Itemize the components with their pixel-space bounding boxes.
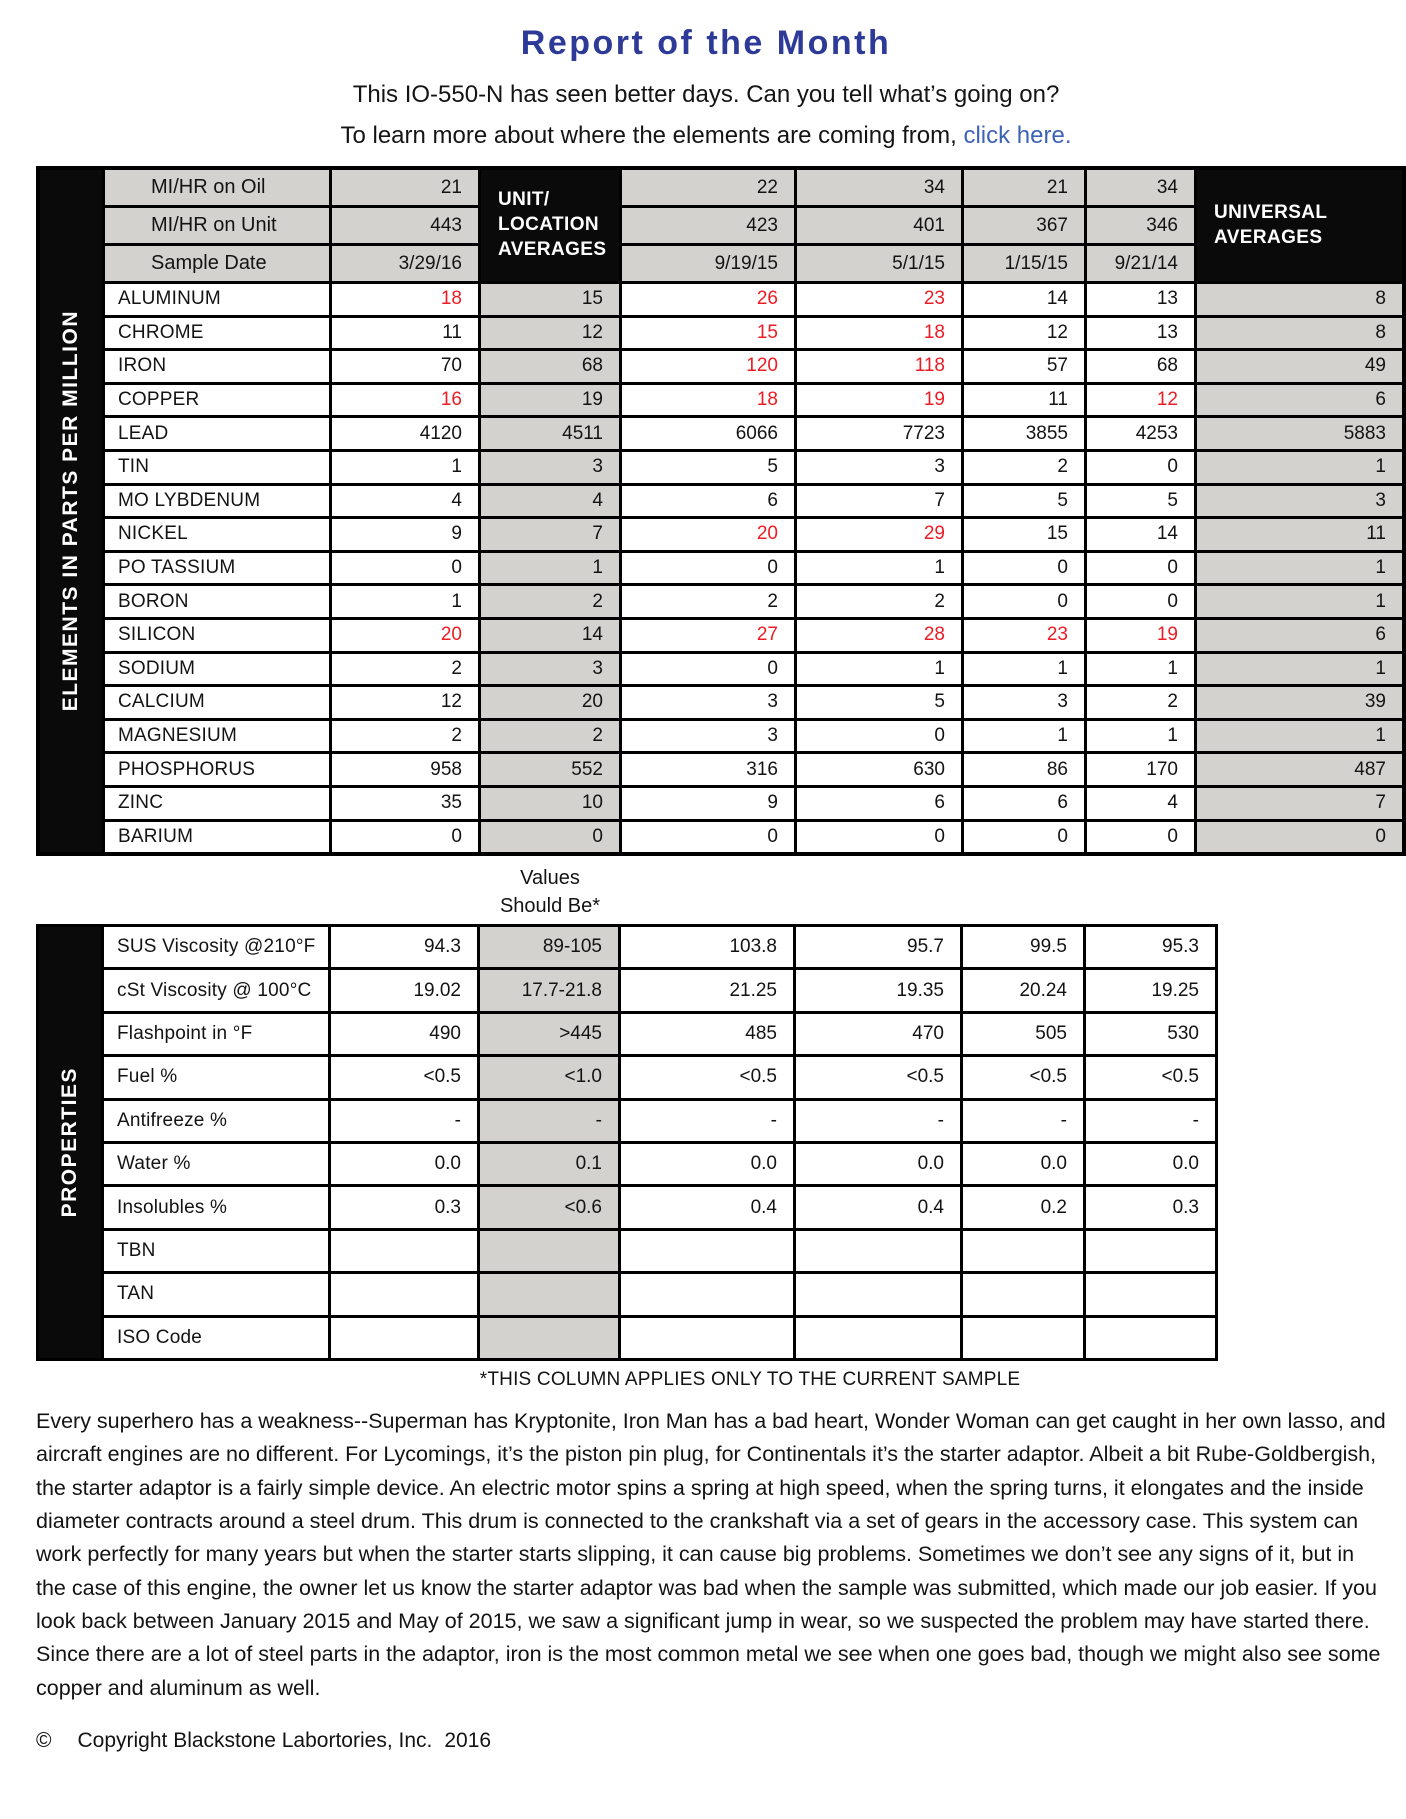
element-value: 0 bbox=[1087, 452, 1194, 483]
property-value: 490 bbox=[331, 1014, 477, 1054]
element-value: 26 bbox=[622, 284, 794, 315]
properties-table bbox=[36, 924, 1218, 1361]
element-value: 57 bbox=[964, 351, 1084, 382]
element-value: 15 bbox=[622, 318, 794, 349]
property-value: 0.4 bbox=[796, 1187, 960, 1227]
element-value: 6 bbox=[1197, 620, 1402, 651]
property-value: 89-105 bbox=[480, 927, 618, 967]
property-value: 485 bbox=[621, 1014, 793, 1054]
property-label: ISO Code bbox=[104, 1318, 328, 1358]
element-value: 4 bbox=[481, 486, 619, 517]
element-label: ZINC bbox=[105, 788, 329, 819]
property-value: 0.0 bbox=[331, 1144, 477, 1184]
header-value: 367 bbox=[964, 208, 1084, 243]
element-value: 0 bbox=[797, 822, 961, 853]
element-value: 3855 bbox=[964, 418, 1084, 449]
element-value: 0 bbox=[964, 822, 1084, 853]
element-value: 6 bbox=[797, 788, 961, 819]
header-value: 401 bbox=[797, 208, 961, 243]
page-title: Report of the Month bbox=[520, 24, 892, 62]
properties-sidebar bbox=[39, 927, 101, 1358]
element-value: 7 bbox=[1197, 788, 1402, 819]
element-value: 118 bbox=[797, 351, 961, 382]
element-value: 13 bbox=[1087, 318, 1194, 349]
property-value: 17.7-21.8 bbox=[480, 970, 618, 1010]
element-value: 28 bbox=[797, 620, 961, 651]
element-value: 9 bbox=[332, 519, 478, 550]
element-value: 3 bbox=[481, 654, 619, 685]
element-label: TIN bbox=[105, 452, 329, 483]
element-value: 958 bbox=[332, 754, 478, 785]
property-value: 0.1 bbox=[480, 1144, 618, 1184]
element-value: 19 bbox=[481, 385, 619, 416]
element-value: 6 bbox=[622, 486, 794, 517]
element-value: 1 bbox=[332, 452, 478, 483]
property-value: 0.3 bbox=[1086, 1187, 1215, 1227]
element-value: 5 bbox=[964, 486, 1084, 517]
element-value: 1 bbox=[481, 553, 619, 584]
element-value: 1 bbox=[797, 654, 961, 685]
elements-table bbox=[36, 166, 1406, 856]
element-value: 120 bbox=[622, 351, 794, 382]
element-value: 3 bbox=[964, 687, 1084, 718]
property-value: 530 bbox=[1086, 1014, 1215, 1054]
property-value bbox=[963, 1274, 1083, 1314]
element-value: 2 bbox=[481, 721, 619, 752]
element-value: 2 bbox=[964, 452, 1084, 483]
property-value bbox=[621, 1274, 793, 1314]
element-value: 70 bbox=[332, 351, 478, 382]
element-value: 1 bbox=[964, 721, 1084, 752]
element-value: 0 bbox=[964, 586, 1084, 617]
element-value: 4253 bbox=[1087, 418, 1194, 449]
element-value: 68 bbox=[481, 351, 619, 382]
element-value: 7723 bbox=[797, 418, 961, 449]
element-value: 1 bbox=[332, 586, 478, 617]
element-value: 2 bbox=[1087, 687, 1194, 718]
property-value: 95.7 bbox=[796, 927, 960, 967]
element-value: 39 bbox=[1197, 687, 1402, 718]
property-value: 99.5 bbox=[963, 927, 1083, 967]
property-value bbox=[480, 1274, 618, 1314]
element-value: 0 bbox=[964, 553, 1084, 584]
element-label: BARIUM bbox=[105, 822, 329, 853]
property-value: 0.0 bbox=[621, 1144, 793, 1184]
property-value: <0.6 bbox=[480, 1187, 618, 1227]
element-value: 0 bbox=[481, 822, 619, 853]
element-value: 10 bbox=[481, 788, 619, 819]
element-value: 316 bbox=[622, 754, 794, 785]
element-label: MAGNESIUM bbox=[105, 721, 329, 752]
property-label: cSt Viscosity @ 100°C bbox=[104, 970, 328, 1010]
element-label: ALUMINUM bbox=[105, 284, 329, 315]
copyright-year: 2016 bbox=[444, 1728, 492, 1752]
element-value: 23 bbox=[797, 284, 961, 315]
property-value bbox=[1086, 1318, 1215, 1358]
element-value: 2 bbox=[622, 586, 794, 617]
property-value: <0.5 bbox=[963, 1057, 1083, 1097]
element-value: 1 bbox=[964, 654, 1084, 685]
element-value: 68 bbox=[1087, 351, 1194, 382]
property-value bbox=[1086, 1274, 1215, 1314]
element-value: 5 bbox=[797, 687, 961, 718]
header-value: 9/21/14 bbox=[1087, 246, 1194, 281]
element-value: 1 bbox=[1197, 721, 1402, 752]
property-value bbox=[963, 1231, 1083, 1271]
universal-averages-header: UNIVERSAL AVERAGES bbox=[1197, 170, 1402, 281]
element-value: 1 bbox=[1197, 586, 1402, 617]
element-value: 1 bbox=[1087, 721, 1194, 752]
property-value: 103.8 bbox=[621, 927, 793, 967]
values-should-be-line2: Should Be* bbox=[499, 895, 601, 918]
element-value: 11 bbox=[332, 318, 478, 349]
element-label: CALCIUM bbox=[105, 687, 329, 718]
element-value: 16 bbox=[332, 385, 478, 416]
element-value: 14 bbox=[964, 284, 1084, 315]
element-value: 20 bbox=[481, 687, 619, 718]
header-value: 34 bbox=[797, 170, 961, 205]
element-value: 27 bbox=[622, 620, 794, 651]
property-value bbox=[621, 1318, 793, 1358]
property-value bbox=[331, 1318, 477, 1358]
element-value: 15 bbox=[481, 284, 619, 315]
property-value: 0.0 bbox=[963, 1144, 1083, 1184]
element-label: COPPER bbox=[105, 385, 329, 416]
element-value: 0 bbox=[332, 822, 478, 853]
copyright-line bbox=[36, 1729, 1406, 1753]
element-value: 1 bbox=[1087, 654, 1194, 685]
property-value: 470 bbox=[796, 1014, 960, 1054]
element-value: 3 bbox=[622, 687, 794, 718]
element-value: 12 bbox=[481, 318, 619, 349]
property-value: 94.3 bbox=[331, 927, 477, 967]
elements-sidebar-label: ELEMENTS IN PARTS PER MILLION bbox=[59, 310, 82, 712]
property-value: <0.5 bbox=[1086, 1057, 1215, 1097]
element-value: 2 bbox=[481, 586, 619, 617]
property-value: <0.5 bbox=[621, 1057, 793, 1097]
element-value: 8 bbox=[1197, 284, 1402, 315]
element-value: 20 bbox=[622, 519, 794, 550]
element-value: 35 bbox=[332, 788, 478, 819]
element-value: 0 bbox=[622, 654, 794, 685]
property-label: Water % bbox=[104, 1144, 328, 1184]
learn-more-line bbox=[36, 122, 1376, 150]
property-label: TBN bbox=[104, 1231, 328, 1271]
element-value: 11 bbox=[1197, 519, 1402, 550]
element-value: 5883 bbox=[1197, 418, 1402, 449]
element-label: SODIUM bbox=[105, 654, 329, 685]
element-value: 9 bbox=[622, 788, 794, 819]
table-footnote: *THIS COLUMN APPLIES ONLY TO THE CURRENT SAMPLE bbox=[479, 1369, 1021, 1390]
property-value: 19.02 bbox=[331, 970, 477, 1010]
property-value bbox=[963, 1318, 1083, 1358]
property-label: Insolubles % bbox=[104, 1187, 328, 1227]
element-value: 6066 bbox=[622, 418, 794, 449]
element-value: 2 bbox=[332, 721, 478, 752]
element-value: 1 bbox=[1197, 654, 1402, 685]
header-value: 443 bbox=[332, 208, 478, 243]
element-label: LEAD bbox=[105, 418, 329, 449]
element-value: 0 bbox=[622, 822, 794, 853]
element-value: 3 bbox=[481, 452, 619, 483]
element-value: 19 bbox=[1087, 620, 1194, 651]
learn-more-text: To learn more about where the elements are coming from, bbox=[340, 122, 964, 149]
element-value: 7 bbox=[481, 519, 619, 550]
property-value bbox=[480, 1318, 618, 1358]
element-label: CHROME bbox=[105, 318, 329, 349]
values-should-be-note bbox=[481, 864, 619, 920]
element-value: 2 bbox=[797, 586, 961, 617]
copyright-symbol: © bbox=[36, 1728, 52, 1752]
element-value: 12 bbox=[332, 687, 478, 718]
property-label: SUS Viscosity @210°F bbox=[104, 927, 328, 967]
property-value bbox=[331, 1231, 477, 1271]
header-value: 423 bbox=[622, 208, 794, 243]
element-value: 18 bbox=[332, 284, 478, 315]
body-paragraph: Every superhero has a weakness--Superman has Kryptonite, Iron Man has a bad heart, Wonder Woman can get caught in her own lasso, and aircraft engines are no different. For Lycomings, it’s the piston pin plug, for Continentals it’s the starter adaptor. Albeit a bit Rube-Goldbergish, the starter adaptor is a fairly simple device. An electric motor spins a spring at high speed, when the spring turns, it elongates and the inside diameter contracts around a steel drum. This drum is connected to the crankshaft via a set of gears in the accessory case. This system can work perfectly for many years but when the starter starts slipping, it can cause big problems. Sometimes we don’t see any signs of it, but in the case of this engine, the owner let us know the starter adaptor was bad when the sample was submitted, which made our job easier. If you look back between January 2015 and May of 2015, we saw a significant jump in wear, so we suspected the problem may have started there. Since there are a lot of steel parts in the adaptor, iron is the most common metal we see when one goes bad, though we might also see some copper and aluminum as well. bbox=[36, 1409, 1386, 1700]
property-value: - bbox=[796, 1101, 960, 1141]
elements-sidebar bbox=[40, 170, 102, 852]
element-value: 12 bbox=[964, 318, 1084, 349]
element-label: PHOSPHORUS bbox=[105, 754, 329, 785]
property-value: <1.0 bbox=[480, 1057, 618, 1097]
property-value bbox=[621, 1231, 793, 1271]
property-label: TAN bbox=[104, 1274, 328, 1314]
property-value: 0.3 bbox=[331, 1187, 477, 1227]
property-label: Fuel % bbox=[104, 1057, 328, 1097]
header-value: 346 bbox=[1087, 208, 1194, 243]
property-value: >445 bbox=[480, 1014, 618, 1054]
header-label: MI/HR on Unit bbox=[105, 208, 329, 243]
element-value: 14 bbox=[1087, 519, 1194, 550]
element-value: 0 bbox=[622, 553, 794, 584]
element-value: 6 bbox=[964, 788, 1084, 819]
property-value: 20.24 bbox=[963, 970, 1083, 1010]
element-value: 4 bbox=[332, 486, 478, 517]
click-here-link[interactable]: click here. bbox=[963, 122, 1072, 149]
property-value bbox=[796, 1274, 960, 1314]
header-value: 21 bbox=[332, 170, 478, 205]
property-value: 0.0 bbox=[1086, 1144, 1215, 1184]
element-value: 3 bbox=[1197, 486, 1402, 517]
header-value: 9/19/15 bbox=[622, 246, 794, 281]
element-value: 13 bbox=[1087, 284, 1194, 315]
element-value: 487 bbox=[1197, 754, 1402, 785]
element-value: 0 bbox=[1087, 586, 1194, 617]
element-value: 5 bbox=[1087, 486, 1194, 517]
report-header bbox=[36, 24, 1376, 150]
header-value: 21 bbox=[964, 170, 1084, 205]
property-value: 0.2 bbox=[963, 1187, 1083, 1227]
property-value: - bbox=[480, 1101, 618, 1141]
element-value: 19 bbox=[797, 385, 961, 416]
element-value: 15 bbox=[964, 519, 1084, 550]
element-value: 7 bbox=[797, 486, 961, 517]
element-value: 2 bbox=[332, 654, 478, 685]
element-value: 6 bbox=[1197, 385, 1402, 416]
header-value: 1/15/15 bbox=[964, 246, 1084, 281]
property-value: 19.25 bbox=[1086, 970, 1215, 1010]
property-label: Flashpoint in °F bbox=[104, 1014, 328, 1054]
property-value: <0.5 bbox=[331, 1057, 477, 1097]
report-subtitle: This IO-550-N has seen better days. Can you tell what’s going on? bbox=[352, 81, 1060, 108]
property-value: - bbox=[621, 1101, 793, 1141]
header-value: 34 bbox=[1087, 170, 1194, 205]
element-value: 3 bbox=[622, 721, 794, 752]
property-value: 95.3 bbox=[1086, 927, 1215, 967]
element-value: 29 bbox=[797, 519, 961, 550]
element-label: PO TASSIUM bbox=[105, 553, 329, 584]
property-value: - bbox=[331, 1101, 477, 1141]
property-value: 19.35 bbox=[796, 970, 960, 1010]
values-should-be-line1: Values bbox=[520, 867, 580, 890]
element-value: 0 bbox=[1197, 822, 1402, 853]
element-value: 0 bbox=[332, 553, 478, 584]
element-value: 14 bbox=[481, 620, 619, 651]
property-value bbox=[796, 1231, 960, 1271]
element-value: 49 bbox=[1197, 351, 1402, 382]
element-value: 18 bbox=[622, 385, 794, 416]
element-value: 4 bbox=[1087, 788, 1194, 819]
element-value: 630 bbox=[797, 754, 961, 785]
element-value: 4120 bbox=[332, 418, 478, 449]
element-value: 11 bbox=[964, 385, 1084, 416]
property-value: 0.4 bbox=[621, 1187, 793, 1227]
element-value: 4511 bbox=[481, 418, 619, 449]
header-value: 22 bbox=[622, 170, 794, 205]
element-value: 3 bbox=[797, 452, 961, 483]
property-value: - bbox=[1086, 1101, 1215, 1141]
property-value: 21.25 bbox=[621, 970, 793, 1010]
header-value: 3/29/16 bbox=[332, 246, 478, 281]
element-value: 18 bbox=[797, 318, 961, 349]
element-value: 552 bbox=[481, 754, 619, 785]
element-value: 0 bbox=[1087, 822, 1194, 853]
unit-location-averages-header: UNIT/ LOCATION AVERAGES bbox=[481, 170, 619, 281]
property-value bbox=[796, 1318, 960, 1358]
element-value: 0 bbox=[1087, 553, 1194, 584]
element-value: 8 bbox=[1197, 318, 1402, 349]
property-value: 0.0 bbox=[796, 1144, 960, 1184]
property-value bbox=[480, 1231, 618, 1271]
element-value: 1 bbox=[1197, 553, 1402, 584]
element-label: NICKEL bbox=[105, 519, 329, 550]
property-label: Antifreeze % bbox=[104, 1101, 328, 1141]
element-label: SILICON bbox=[105, 620, 329, 651]
property-value bbox=[331, 1274, 477, 1314]
property-value: <0.5 bbox=[796, 1057, 960, 1097]
element-label: MO LYBDENUM bbox=[105, 486, 329, 517]
header-label: MI/HR on Oil bbox=[105, 170, 329, 205]
property-value: - bbox=[963, 1101, 1083, 1141]
header-value: 5/1/15 bbox=[797, 246, 961, 281]
element-value: 5 bbox=[622, 452, 794, 483]
element-value: 23 bbox=[964, 620, 1084, 651]
element-label: BORON bbox=[105, 586, 329, 617]
element-value: 20 bbox=[332, 620, 478, 651]
element-label: IRON bbox=[105, 351, 329, 382]
element-value: 1 bbox=[1197, 452, 1402, 483]
element-value: 12 bbox=[1087, 385, 1194, 416]
element-value: 0 bbox=[797, 721, 961, 752]
copyright-text: Copyright Blackstone Labortories, Inc. bbox=[77, 1728, 433, 1752]
property-value bbox=[1086, 1231, 1215, 1271]
property-value: 505 bbox=[963, 1014, 1083, 1054]
element-value: 86 bbox=[964, 754, 1084, 785]
header-label: Sample Date bbox=[105, 246, 329, 281]
element-value: 1 bbox=[797, 553, 961, 584]
element-value: 170 bbox=[1087, 754, 1194, 785]
properties-sidebar-label: PROPERTIES bbox=[58, 1067, 81, 1218]
